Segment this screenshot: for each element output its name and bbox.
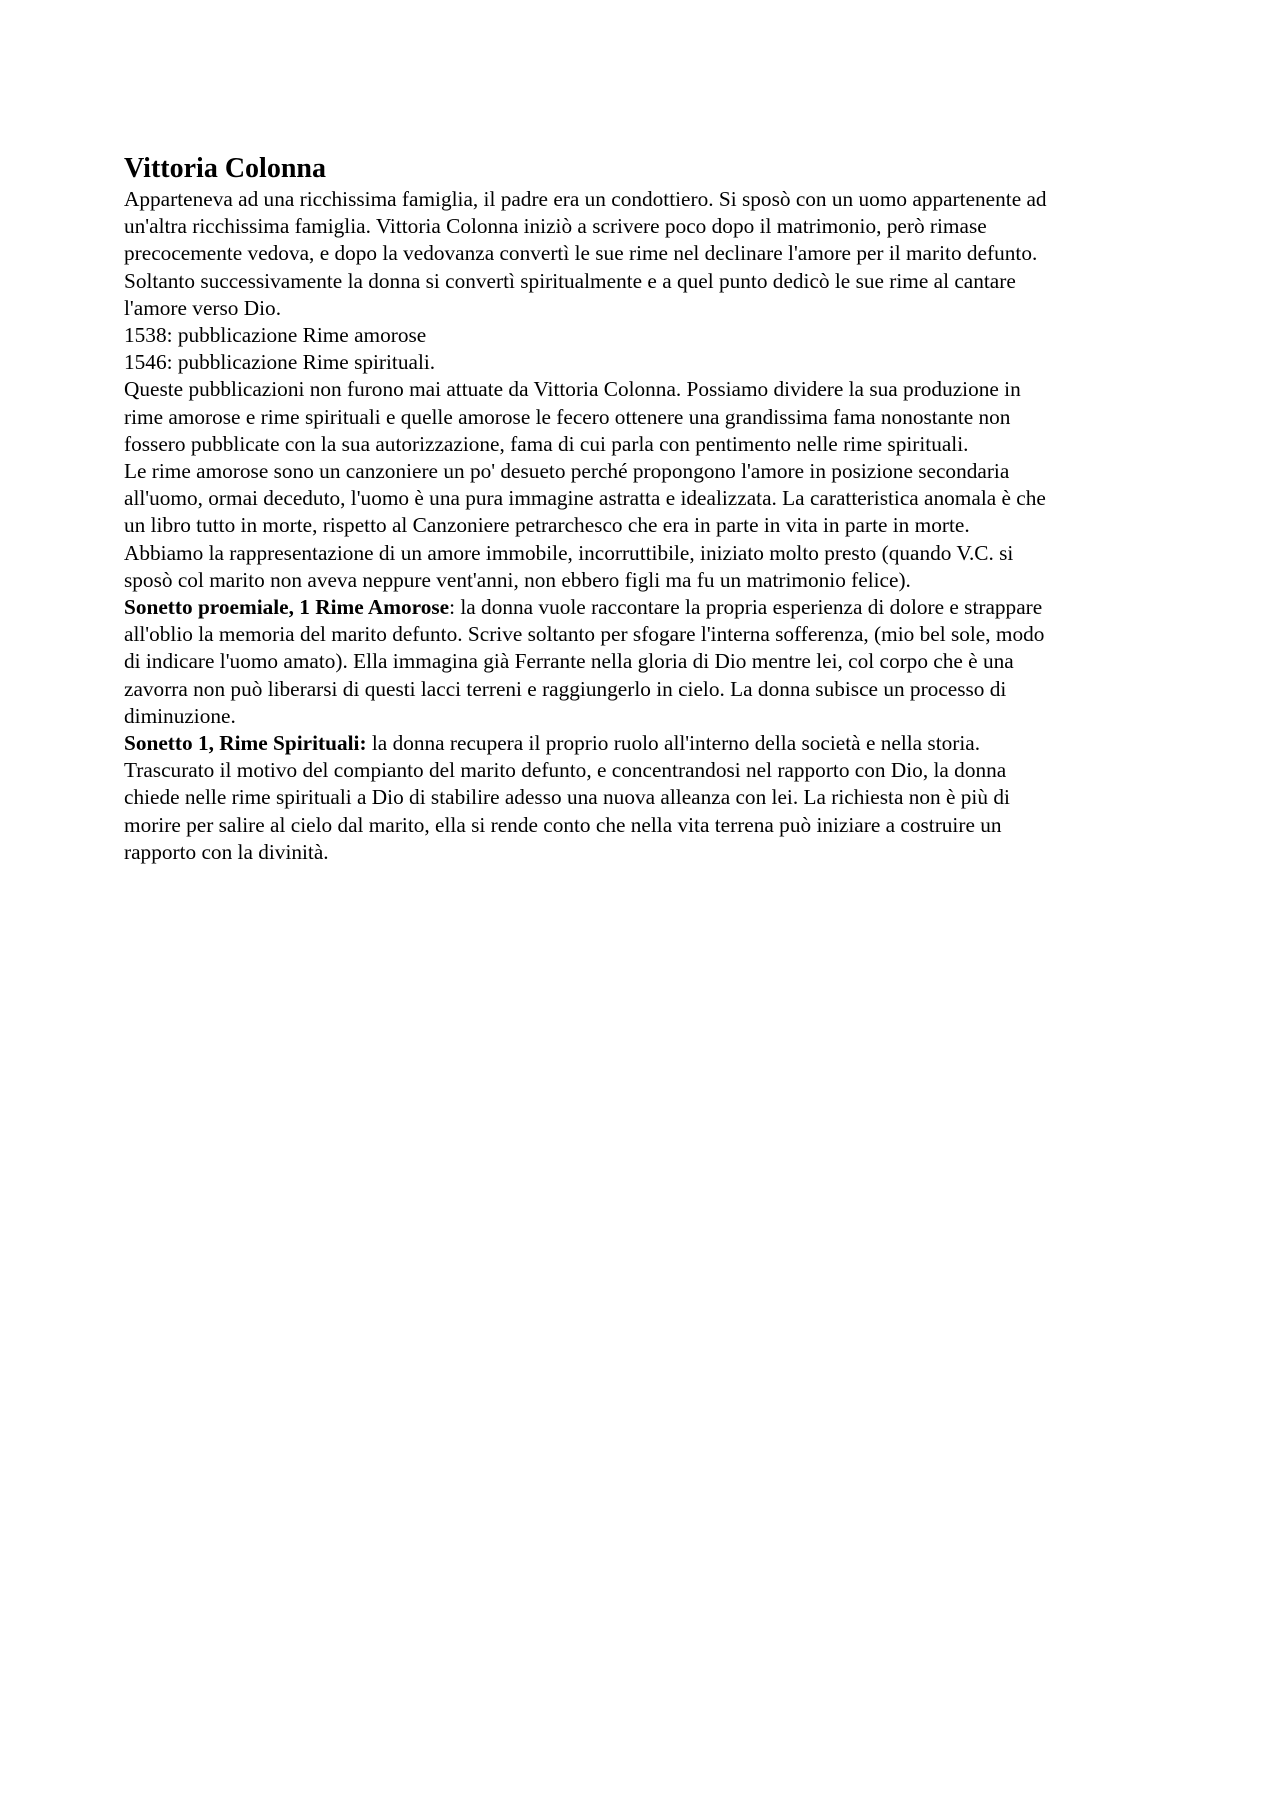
body-line: Le rime amorose sono un canzoniere un po' desueto perché propongono l'amore in posizione secondaria [124,459,1010,484]
document-body [124,186,1170,866]
body-line: rime amorose e rime spirituali e quelle amorose le fecero ottenere una grandissima fama nonostante non [124,404,1011,429]
body-line: all'oblio la memoria del marito defunto. Scrive soltanto per sfogare l'interna sofferenza, (mio bel sole, modo [124,622,1045,647]
sonetto-spirituali-heading: Sonetto 1, Rime Spirituali: [124,731,367,756]
document-page [124,152,1170,866]
sonetto-spirituali-first-line [124,730,1170,757]
body-line: Abbiamo la rappresentazione di un amore immobile, incorruttibile, iniziato molto presto (quando V.C. si [124,540,1014,565]
body-line: chiede nelle rime spirituali a Dio di stabilire adesso una nuova alleanza con lei. La richiesta non è più di [124,785,1010,810]
sonetto-proemiale-heading: Sonetto proemiale, 1 Rime Amorose [124,595,450,620]
sonetto-proemiale-text: : la donna vuole raccontare la propria esperienza di dolore e strappare [449,595,1043,620]
body-line: morire per salire al cielo dal marito, ella si rende conto che nella vita terrena può iniziare a costruire un [124,812,1002,837]
publication-line: 1538: pubblicazione Rime amorose [124,323,427,348]
body-line: un libro tutto in morte, rispetto al Canzoniere petrarchesco che era in parte in vita in parte in morte. [124,513,970,538]
sonetto-spirituali-text: la donna recupera il proprio ruolo all'interno della società e nella storia. [366,731,981,756]
body-line: di indicare l'uomo amato). Ella immagina già Ferrante nella gloria di Dio mentre lei, col corpo che è una [124,649,1014,674]
body-line: fossero pubblicate con la sua autorizzazione, fama di cui parla con pentimento nelle rime spirituali. [124,431,969,456]
body-line: sposò col marito non aveva neppure vent'anni, non ebbero figli ma fu un matrimonio felice). [124,567,911,592]
body-line: Apparteneva ad una ricchissima famiglia, il padre era un condottiero. Si sposò con un uomo appartenente ad [124,187,1047,211]
body-line: Trascurato il motivo del compianto del marito defunto, e concentrandosi nel rapporto con Dio, la donna [124,758,1007,783]
body-line: diminuzione. [124,703,236,728]
body-line: l'amore verso Dio. [124,295,282,320]
body-line: rapporto con la divinità. [124,839,329,864]
body-line: Queste pubblicazioni non furono mai attuate da Vittoria Colonna. Possiamo dividere la sua produzione in [124,377,1021,402]
body-line: un'altra ricchissima famiglia. Vittoria Colonna iniziò a scrivere poco dopo il matrimonio, però rimase [124,214,987,239]
body-line: precocemente vedova, e dopo la vedovanza convertì le sue rime nel declinare l'amore per il marito defunto. [124,241,1038,266]
publication-line: 1546: pubblicazione Rime spirituali. [124,350,436,375]
sonetto-proemiale-first-line [124,594,1170,621]
body-line: zavorra non può liberarsi di questi lacci terreni e raggiungerlo in cielo. La donna subisce un processo di [124,676,1007,701]
body-line: all'uomo, ormai deceduto, l'uomo è una pura immagine astratta e idealizzata. La caratteristica anomala è che [124,486,1046,511]
document-title: Vittoria Colonna [124,153,326,184]
body-line: Soltanto successivamente la donna si convertì spiritualmente e a quel punto dedicò le sue rime al cantare [124,268,1016,293]
